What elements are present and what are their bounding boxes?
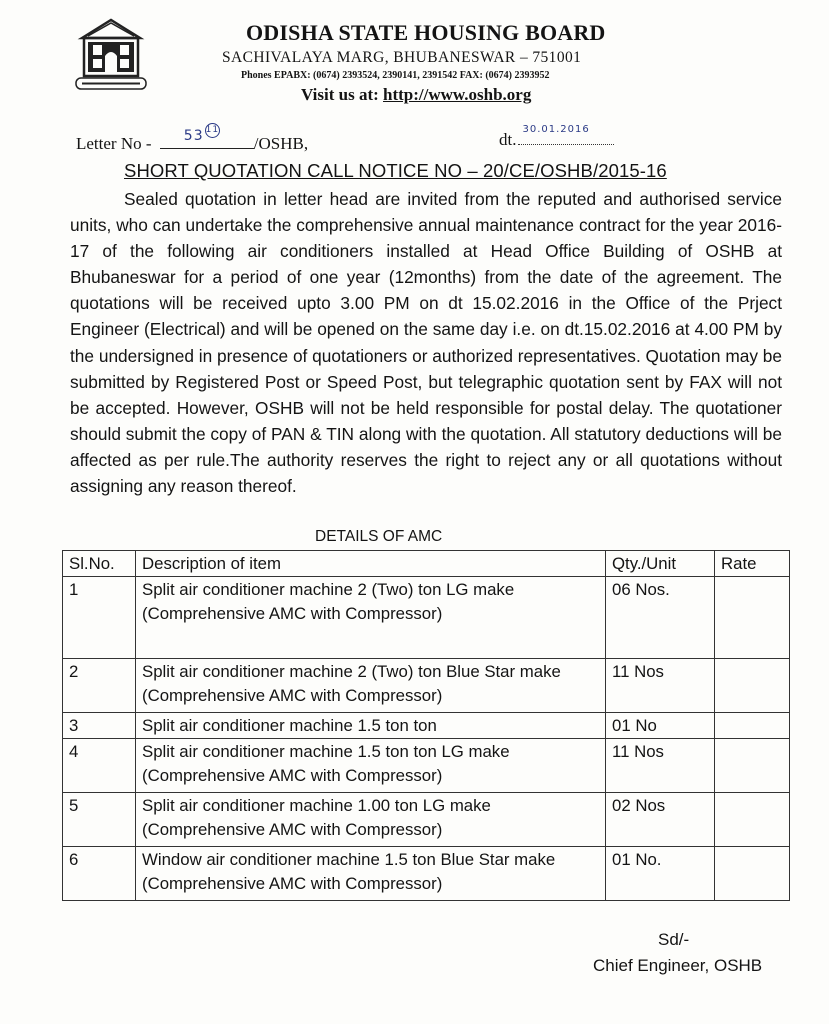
col-header-qty: Qty./Unit xyxy=(606,551,715,577)
cell-rate xyxy=(715,659,790,713)
website-link[interactable]: http://www.oshb.org xyxy=(383,85,532,104)
notice-body-text: Sealed quotation in letter head are invited from the reputed and authorised service units, who can undertake the comprehensive annual maintenance contract for the year 2016-17 of the following air conditioners installed at Head Office Building of OSHB at Bhubaneswar for a period of one year (12months) from the date of the agreement. The quotations will be received upto 3.00 PM on dt 15.02.2016 in the Office of the Prject Engineer (Electrical) and will be opened on the same day i.e. on dt.15.02.2016 at 4.00 PM by the undersigned in presence of quotationers or authorized representatives. Quotation may be submitted by Registered Post or Speed Post, but telegraphic quotation sent by FAX will not be accepted. However, OSHB will not be held responsible for postal delay. The quotationer should submit the copy of PAN & TIN along with the quotation. All statutory deductions will be affected as per rule.The authority reserves the right to reject any or all quotations without assigning any reason thereof. xyxy=(70,189,782,497)
letter-no-circled: 11 xyxy=(205,123,220,138)
col-header-rate: Rate xyxy=(715,551,790,577)
letter-no-label: Letter No - xyxy=(76,134,152,153)
signature-designation: Chief Engineer, OSHB xyxy=(593,956,763,975)
org-address: SACHIVALAYA MARG, BHUBANESWAR – 751001 xyxy=(222,49,582,66)
table-header-row xyxy=(63,551,790,577)
cell-rate xyxy=(715,847,790,901)
table-row xyxy=(63,577,790,659)
letter-number-line xyxy=(76,125,309,154)
date-handwritten: 30.01.2016 xyxy=(522,124,590,135)
signature-sd: Sd/- xyxy=(658,930,690,949)
table-row xyxy=(63,739,790,793)
cell-rate xyxy=(715,739,790,793)
cell-slno: 6 xyxy=(63,847,136,901)
letter-no-handwritten: 53 11 xyxy=(183,125,220,144)
date-label: dt. xyxy=(499,130,517,149)
cell-slno: 3 xyxy=(63,713,136,739)
letter-no-suffix: /OSHB, xyxy=(253,134,309,153)
table-row xyxy=(63,793,790,847)
cell-rate xyxy=(715,577,790,659)
cell-description: Split air conditioner machine 1.00 ton LG make (Comprehensive AMC with Compressor) xyxy=(136,793,606,847)
table-row xyxy=(63,847,790,901)
cell-slno: 1 xyxy=(63,577,136,659)
cell-qty: 06 Nos. xyxy=(606,577,715,659)
oshb-logo xyxy=(74,16,148,90)
col-header-slno: Sl.No. xyxy=(63,551,136,577)
cell-description: Window air conditioner machine 1.5 ton Blue Star make (Comprehensive AMC with Compressor) xyxy=(136,847,606,901)
cell-description: Split air conditioner machine 2 (Two) ton Blue Star make (Comprehensive AMC with Compressor) xyxy=(136,659,606,713)
letter-no-field xyxy=(160,125,254,149)
org-name: ODISHA STATE HOUSING BOARD xyxy=(246,20,606,45)
date-line xyxy=(499,124,614,150)
notice-body xyxy=(70,186,782,499)
cell-qty: 02 Nos xyxy=(606,793,715,847)
cell-description: Split air conditioner machine 1.5 ton ton LG make (Comprehensive AMC with Compressor) xyxy=(136,739,606,793)
cell-slno: 4 xyxy=(63,739,136,793)
cell-slno: 2 xyxy=(63,659,136,713)
details-heading: DETAILS OF AMC xyxy=(315,528,443,545)
notice-title: SHORT QUOTATION CALL NOTICE NO – 20/CE/OSHB/2015-16 xyxy=(124,160,667,181)
col-header-description: Description of item xyxy=(136,551,606,577)
date-field xyxy=(518,124,614,145)
table-row xyxy=(63,713,790,739)
cell-description: Split air conditioner machine 2 (Two) ton LG make (Comprehensive AMC with Compressor) xyxy=(136,577,606,659)
org-phones: Phones EPABX: (0674) 2393524, 2390141, 2391542 FAX: (0674) 2393952 xyxy=(241,70,550,81)
visit-label: Visit us at: xyxy=(301,85,379,104)
cell-qty: 11 Nos xyxy=(606,739,715,793)
cell-qty: 11 Nos xyxy=(606,659,715,713)
cell-qty: 01 No xyxy=(606,713,715,739)
cell-qty: 01 No. xyxy=(606,847,715,901)
cell-rate xyxy=(715,793,790,847)
amc-table xyxy=(62,550,790,901)
cell-slno: 5 xyxy=(63,793,136,847)
cell-description: Split air conditioner machine 1.5 ton ton xyxy=(136,713,606,739)
cell-rate xyxy=(715,713,790,739)
website-line xyxy=(301,85,531,105)
table-row xyxy=(63,659,790,713)
